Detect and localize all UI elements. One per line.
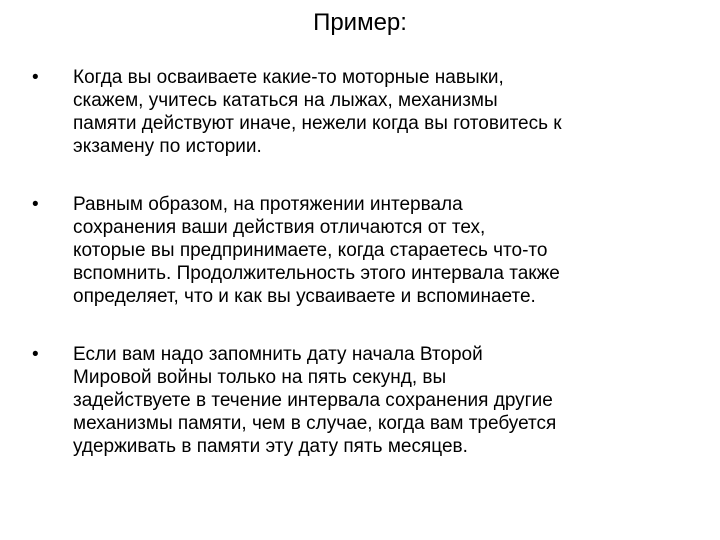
bullet-text: Если вам надо запомнить дату начала Второй Мировой войны только на пять секунд, вы задействуете в течение интервала сохранения другие механизмы памяти, чем в случае, когда вам требуется удерживать в памяти эту дату пять месяцев. [73, 344, 557, 457]
bullet-icon: • [32, 67, 39, 88]
bullet-item-3 [32, 343, 692, 458]
bullet-icon: • [32, 344, 39, 365]
bullet-list [32, 66, 692, 458]
slide-title: Пример: [313, 9, 407, 36]
bullet-text: Когда вы осваиваете какие-то моторные навыки, скажем, учитесь кататься на лыжах, механизмы памяти действуют иначе, нежели когда вы готовитесь к экзамену по истории. [73, 67, 562, 157]
bullet-text: Равным образом, на протяжении интервала сохранения ваши действия отличаются от тех, которые вы предпринимаете, когда стараетесь что-то вспомнить. Продолжительность этого интервала также определяет, что и как вы усваиваете и вспоминаете. [73, 194, 560, 307]
bullet-item-2 [32, 193, 692, 308]
bullet-item-1 [32, 66, 692, 158]
bullet-icon: • [32, 194, 39, 215]
